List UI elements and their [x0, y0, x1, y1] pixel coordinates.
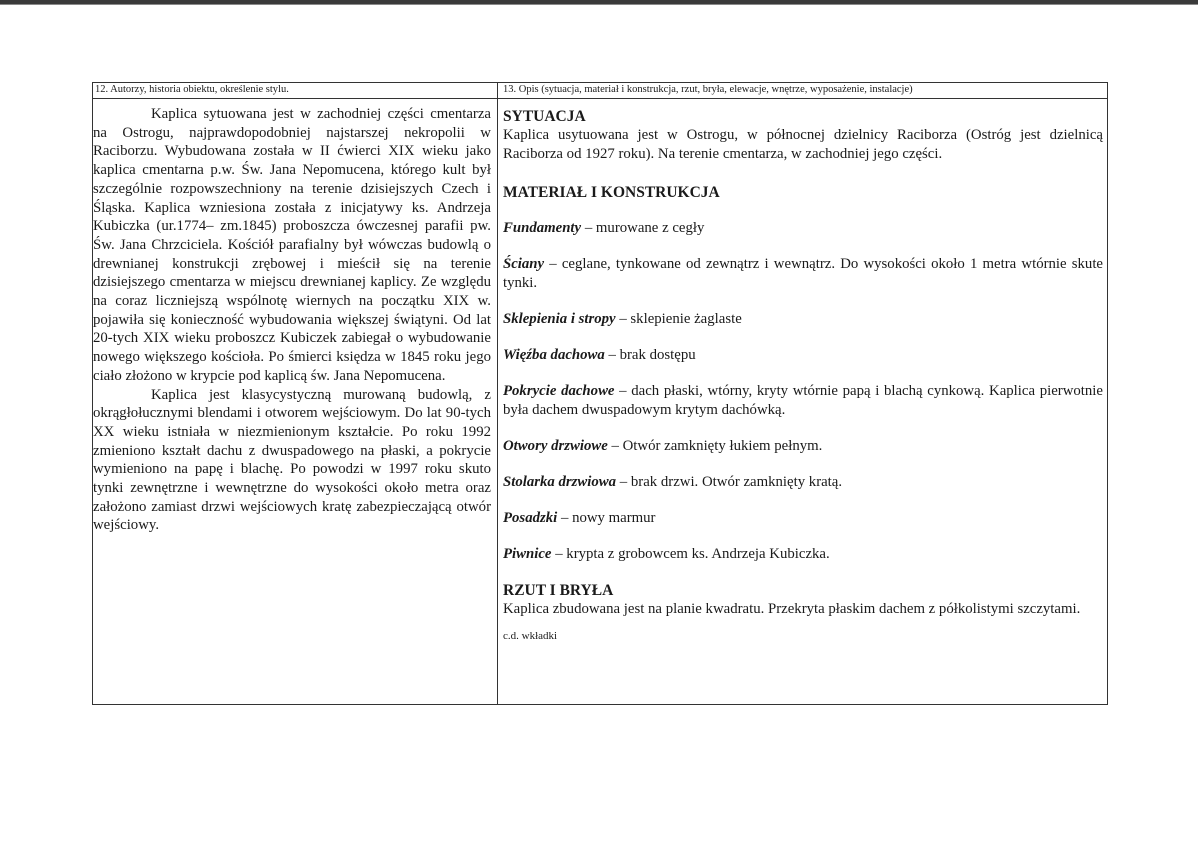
material-term: Piwnice — [503, 546, 552, 562]
material-desc: – murowane z cegły — [581, 220, 705, 236]
material-term: Sklepienia i stropy — [503, 311, 616, 327]
section-title-sytuacja: SYTUACJA — [503, 108, 586, 125]
section-title-material: MATERIAŁ I KONSTRUKCJA — [503, 184, 720, 201]
material-item-pokrycie — [503, 382, 1103, 420]
history-column — [93, 105, 491, 535]
left-header-rule — [93, 98, 497, 99]
history-paragraph-1: Kaplica sytuowana jest w zachodniej części cmentarza na Ostrogu, najprawdopodobniej najstarszej nekropolii w Raciborzu. Wybudowana została w II ćwierci XIX wieku jako kaplica cmentarna p.w. Św. Jana Nepomucena, którego kult był szczególnie rozpowszechniony na terenie dzisiejszych Czech i Śląska. Kaplica wzniesiona została z inicjatywy ks. Andrzeja Kubiczka (ur.1774– zm.1845) proboszcza ówczesnej parafii pw. Św. Jana Chrzciciela. Kościół parafialny był wówczas budowlą o drewnianej konstrukcji zrębowej i mieścił się na terenie dzisiejszego cmentarza w miejscu drewnianej kaplicy. Ze względu na coraz liczniejszą wspólnotę wiernych na początku XIX w. pojawiła się konieczność wybudowania większej świątyni. Od lat 20-tych XIX wieku proboszcz Kubiczek zabiegał o wybudowanie nowego większego kościoła. Po śmierci księdza w 1845 roku jego ciało złożono w krypcie pod kaplicą św. Jana Nepomucena. — [93, 106, 491, 384]
material-term: Stolarka drzwiowa — [503, 474, 617, 490]
material-desc: – nowy marmur — [557, 510, 656, 526]
material-desc: – krypta z grobowcem ks. Andrzeja Kubiczka. — [551, 546, 830, 562]
material-item-sciany — [503, 255, 1103, 293]
record-form-table — [92, 82, 1108, 705]
material-item-sklepienia — [503, 310, 1103, 329]
material-desc: – dach płaski, wtórny, kryty wtórnie papą i blachą cynkową. Kaplica pierwotnie była dachem dwuspadowym krytym dachówką. — [503, 383, 1103, 418]
material-term: Ściany — [503, 256, 545, 272]
material-desc: – brak dostępu — [604, 347, 696, 363]
material-term: Fundamenty — [503, 220, 582, 236]
material-term: Pokrycie dachowe — [503, 383, 615, 399]
history-paragraph-2: Kaplica jest klasycystyczną murowaną budowlą, z okrągłołucznymi blendami i otworem wejściowym. Do lat 90-tych XX wieku istniała w niezmienionym kształcie. Po roku 1992 zmieniono kształt dachu z dwuspadowego na płaski, a pokrycie wymieniono na papę i blachę. Po powodzi w 1997 roku skuto tynki zewnętrzne i wewnętrzne do wysokości około metra oraz założono zamiast drzwi wejściowych kratę zabezpieczającą otwór wejściowy. — [93, 386, 491, 534]
material-term: Więźba dachowa — [503, 347, 605, 363]
material-desc: – ceglane, tynkowane od zewnątrz i wewnątrz. Do wysokości około 1 metra wtórnie skute tynki. — [503, 256, 1103, 291]
right-column-header: 13. Opis (sytuacja, materiał i konstrukcja, rzut, bryła, elewacje, wnętrze, wyposażenie, instalacje) — [503, 84, 913, 95]
material-item-piwnice — [503, 545, 1103, 564]
material-term: Otwory drzwiowe — [503, 438, 608, 454]
rzut-text: Kaplica zbudowana jest na planie kwadratu. Przekryta płaskim dachem z półkolistymi szczytami. — [503, 601, 1081, 617]
sytuacja-text: Kaplica usytuowana jest w Ostrogu, w północnej dzielnicy Raciborza (Ostróg jest dzielnicą Raciborza od 1927 roku). Na terenie cmentarza, w zachodniej jego części. — [503, 127, 1103, 162]
left-column-header: 12. Autorzy, historia obiektu, określenie stylu. — [95, 84, 289, 95]
section-title-rzut: RZUT I BRYŁA — [503, 582, 614, 599]
material-desc: – Otwór zamknięty łukiem pełnym. — [607, 438, 823, 454]
continuation-note: c.d. wkładki — [503, 630, 558, 642]
column-divider — [497, 83, 498, 704]
scan-edge-line — [0, 4, 1198, 5]
description-column — [503, 107, 1103, 646]
material-item-posadzki — [503, 509, 1103, 528]
material-desc: – sklepienie żaglaste — [615, 311, 742, 327]
material-item-stolarka — [503, 473, 1103, 492]
material-item-wiezba — [503, 346, 1103, 365]
material-item-fundamenty — [503, 219, 1103, 238]
material-desc: – brak drzwi. Otwór zamknięty kratą. — [616, 474, 843, 490]
material-term: Posadzki — [503, 510, 558, 526]
right-header-rule — [498, 98, 1107, 99]
material-item-otwory — [503, 437, 1103, 456]
